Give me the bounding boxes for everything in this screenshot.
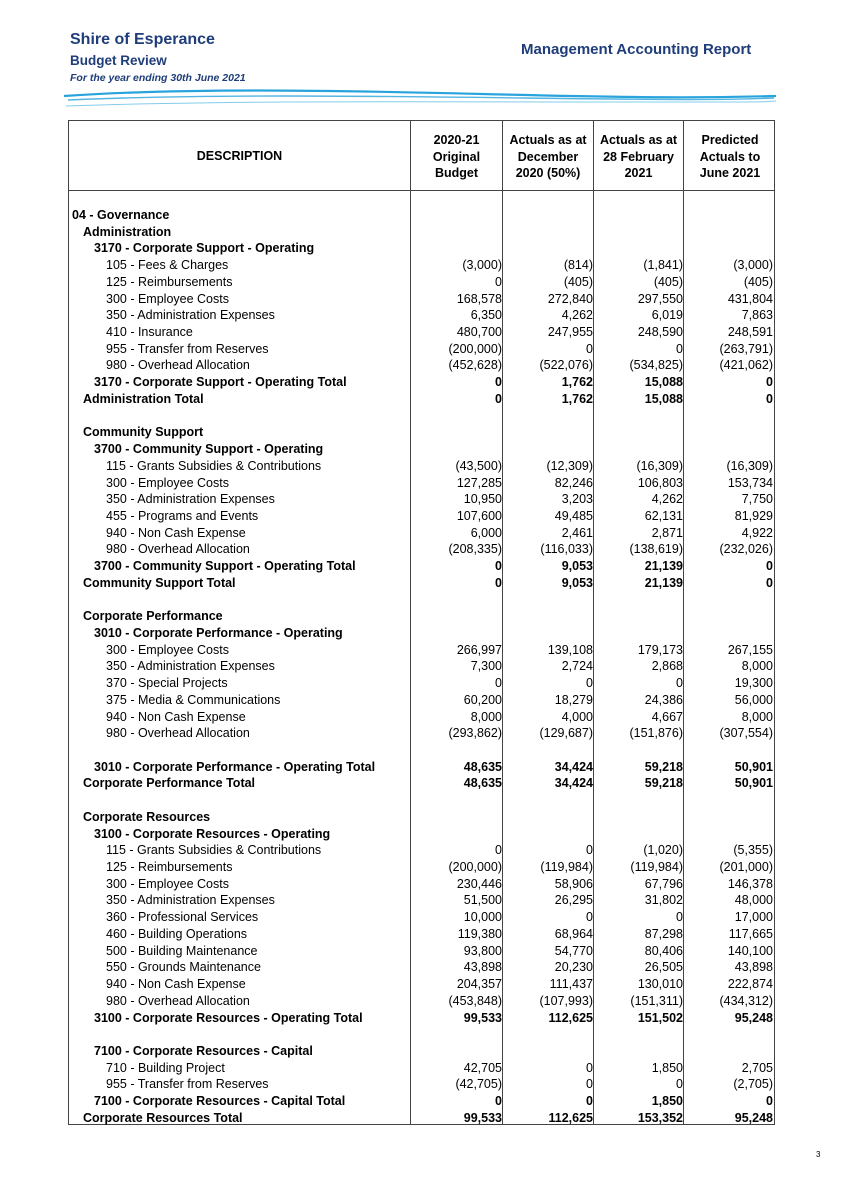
table-row <box>69 709 776 726</box>
predicted-actuals-cell: 50,901 <box>734 759 773 774</box>
table-row <box>69 658 776 675</box>
row-description: 940 - Non Cash Expense <box>106 977 246 992</box>
actuals-february-cell: 248,590 <box>637 325 683 340</box>
original-budget-cell: (452,628) <box>448 358 502 373</box>
actuals-february-cell: 80,406 <box>644 943 683 958</box>
table-row <box>69 324 776 341</box>
row-description: 955 - Transfer from Reserves <box>106 341 269 356</box>
actuals-december-cell: 49,485 <box>554 508 593 523</box>
header-line: 2020-21 <box>433 133 480 147</box>
original-budget-cell: 0 <box>495 559 502 574</box>
actuals-december-cell: 26,295 <box>554 893 593 908</box>
table-row-heading <box>69 608 776 625</box>
table-row-heading <box>69 826 776 843</box>
original-budget-cell: 0 <box>495 843 502 858</box>
table-row-heading <box>69 441 776 458</box>
actuals-december-cell: 139,108 <box>547 642 593 657</box>
original-budget-cell: (42,705) <box>455 1077 502 1092</box>
table-row <box>69 792 776 809</box>
predicted-actuals-cell: 8,000 <box>741 709 773 724</box>
original-budget-cell: 6,350 <box>470 308 502 323</box>
header-line: June 2021 <box>699 166 761 180</box>
table-row <box>69 1026 776 1043</box>
predicted-actuals-cell: 0 <box>766 375 773 390</box>
table-row-heading <box>69 1093 776 1110</box>
actuals-february-cell: 0 <box>676 910 683 925</box>
predicted-actuals-cell: 153,734 <box>727 475 773 490</box>
actuals-december-cell: 247,955 <box>547 325 593 340</box>
row-description: 980 - Overhead Allocation <box>106 358 250 373</box>
original-budget-cell: (453,848) <box>448 993 502 1008</box>
header-line: Actuals as at <box>599 133 678 147</box>
actuals-february-cell: 1,850 <box>651 1094 683 1109</box>
predicted-actuals-cell: 95,248 <box>734 1010 773 1025</box>
actuals-december-cell: (405) <box>563 274 593 289</box>
actuals-february-cell: (151,876) <box>629 726 683 741</box>
header-line: Actuals to <box>699 149 761 164</box>
actuals-february-cell: 2,868 <box>651 659 683 674</box>
original-budget-cell: 48,635 <box>463 759 502 774</box>
row-description: 3700 - Community Support - Operating Total <box>94 559 356 574</box>
table-row <box>69 993 776 1010</box>
original-budget-cell: 480,700 <box>456 325 502 340</box>
actuals-december-cell: 0 <box>586 910 593 925</box>
actuals-february-cell: (1,841) <box>643 258 683 273</box>
header-swoosh-graphic <box>62 86 778 112</box>
predicted-actuals-cell: 17,000 <box>734 910 773 925</box>
table-row <box>69 1060 776 1077</box>
row-description: Corporate Performance Total <box>83 776 256 791</box>
report-subtitle: Budget Review <box>70 53 167 68</box>
header-line: Predicted <box>701 133 759 147</box>
actuals-february-cell: 62,131 <box>644 508 683 523</box>
original-budget-cell: 168,578 <box>456 291 502 306</box>
original-budget-cell: 60,200 <box>463 692 502 707</box>
predicted-actuals-cell: (263,791) <box>719 341 773 356</box>
header-line: 28 February <box>603 149 674 164</box>
row-description: 3100 - Corporate Resources - Operating <box>94 826 331 841</box>
table-row-heading <box>69 240 776 257</box>
header-line: 2021 <box>624 166 653 180</box>
actuals-december-cell: 112,625 <box>548 1010 593 1025</box>
organisation-name: Shire of Esperance <box>70 31 215 48</box>
actuals-december-cell: (119,984) <box>540 860 593 875</box>
actuals-december-cell: 3,203 <box>561 492 593 507</box>
original-budget-cell: 10,000 <box>463 910 502 925</box>
actuals-december-cell: 4,000 <box>561 709 593 724</box>
actuals-december-cell: 54,770 <box>554 943 593 958</box>
header-line: Actuals as at <box>509 133 587 147</box>
actuals-february-cell: 130,010 <box>637 977 683 992</box>
actuals-february-cell: 21,139 <box>644 559 683 574</box>
predicted-actuals-cell: 248,591 <box>727 325 773 340</box>
row-description: 300 - Employee Costs <box>106 475 229 490</box>
actuals-february-cell: (119,984) <box>630 860 683 875</box>
predicted-actuals-cell: 56,000 <box>734 692 773 707</box>
budget-review-table <box>68 120 775 1125</box>
actuals-december-cell: (116,033) <box>540 542 593 557</box>
predicted-actuals-cell: 2,705 <box>741 1060 773 1075</box>
row-description: 350 - Administration Expenses <box>106 659 275 674</box>
actuals-december-cell: 1,762 <box>561 391 593 406</box>
actuals-february-cell: 4,667 <box>651 709 683 724</box>
table-row <box>69 408 776 425</box>
table-body <box>69 207 776 1127</box>
table-row <box>69 909 776 926</box>
actuals-december-cell: 9,053 <box>561 575 593 590</box>
row-description: Corporate Resources <box>83 809 211 824</box>
actuals-february-cell: (405) <box>653 274 683 289</box>
predicted-actuals-cell: 0 <box>766 575 773 590</box>
original-budget-cell: (3,000) <box>462 258 502 273</box>
table-row <box>69 508 776 525</box>
table-row <box>69 876 776 893</box>
actuals-december-cell: 68,964 <box>554 926 593 941</box>
predicted-actuals-cell: (3,000) <box>733 258 773 273</box>
row-description: Corporate Resources Total <box>83 1110 243 1125</box>
row-description: 500 - Building Maintenance <box>106 943 258 958</box>
actuals-december-cell: 272,840 <box>547 291 593 306</box>
row-description: 350 - Administration Expenses <box>106 893 275 908</box>
actuals-february-cell: 87,298 <box>644 926 683 941</box>
original-budget-cell: (200,000) <box>448 341 502 356</box>
actuals-december-cell: 9,053 <box>561 559 593 574</box>
row-description: 455 - Programs and Events <box>106 508 259 523</box>
original-budget-cell: 0 <box>495 375 502 390</box>
row-description: 940 - Non Cash Expense <box>106 709 246 724</box>
original-budget-cell: 0 <box>495 575 502 590</box>
predicted-actuals-cell: (434,312) <box>719 993 773 1008</box>
actuals-february-cell: 15,088 <box>644 391 683 406</box>
table-row <box>69 959 776 976</box>
actuals-february-cell: (151,311) <box>630 993 683 1008</box>
actuals-february-cell: (16,309) <box>636 458 683 473</box>
table-row <box>69 592 776 609</box>
table-row <box>69 257 776 274</box>
actuals-december-cell: 34,424 <box>554 759 593 774</box>
row-description: 3010 - Corporate Performance - Operating <box>94 625 343 640</box>
table-row <box>69 725 776 742</box>
actuals-december-cell: 111,437 <box>549 977 593 992</box>
row-description: 300 - Employee Costs <box>106 642 229 657</box>
row-description: 460 - Building Operations <box>106 926 248 941</box>
original-budget-cell: 0 <box>495 391 502 406</box>
actuals-december-cell: 112,625 <box>548 1110 593 1125</box>
row-description: 375 - Media & Communications <box>106 692 281 707</box>
table-row <box>69 976 776 993</box>
row-description: 980 - Overhead Allocation <box>106 542 250 557</box>
original-budget-cell: 107,600 <box>456 508 502 523</box>
actuals-february-cell: (1,020) <box>643 843 683 858</box>
original-budget-cell: (43,500) <box>455 458 502 473</box>
row-description: 125 - Reimbursements <box>106 274 233 289</box>
actuals-december-cell: 2,461 <box>561 525 593 540</box>
original-budget-cell: 42,705 <box>463 1060 502 1075</box>
page-number: 3 <box>816 1150 821 1159</box>
predicted-actuals-cell: 0 <box>766 1094 773 1109</box>
table-row <box>69 842 776 859</box>
actuals-february-column-header <box>594 132 683 182</box>
actuals-february-cell: 1,850 <box>651 1060 683 1075</box>
actuals-december-cell: (814) <box>563 258 593 273</box>
actuals-february-cell: 297,550 <box>637 291 683 306</box>
table-row <box>69 491 776 508</box>
row-description: Corporate Performance <box>83 609 223 624</box>
predicted-actuals-cell: 117,665 <box>728 926 773 941</box>
table-row <box>69 943 776 960</box>
original-budget-cell: 7,300 <box>470 659 502 674</box>
header-line: Budget <box>434 166 479 180</box>
predicted-actuals-cell: (307,554) <box>719 726 773 741</box>
actuals-february-cell: 6,019 <box>651 308 683 323</box>
actuals-february-cell: 0 <box>676 341 683 356</box>
actuals-december-cell: 0 <box>586 1077 593 1092</box>
predicted-actuals-cell: 267,155 <box>727 642 773 657</box>
original-budget-cell: 99,533 <box>463 1010 502 1025</box>
predicted-actuals-cell: 48,000 <box>734 893 773 908</box>
actuals-february-cell: (138,619) <box>629 542 683 557</box>
actuals-december-cell: 0 <box>586 1060 593 1075</box>
actuals-february-cell: 0 <box>676 1077 683 1092</box>
row-description: 3170 - Corporate Support - Operating <box>94 241 315 256</box>
row-description: 360 - Professional Services <box>106 910 259 925</box>
row-description: 04 - Governance <box>72 208 170 222</box>
predicted-actuals-cell: (5,355) <box>733 843 773 858</box>
predicted-actuals-cell: 0 <box>766 391 773 406</box>
table-row <box>69 892 776 909</box>
row-description: 410 - Insurance <box>106 325 193 340</box>
actuals-december-cell: (522,076) <box>539 358 593 373</box>
table-row-heading <box>69 575 776 592</box>
row-description: 550 - Grounds Maintenance <box>106 960 261 975</box>
actuals-february-cell: 4,262 <box>651 492 683 507</box>
row-description: Administration <box>83 224 172 239</box>
actuals-december-cell: 1,762 <box>561 375 593 390</box>
original-budget-cell: 0 <box>495 1094 502 1109</box>
table-row <box>69 475 776 492</box>
table-row-heading <box>69 625 776 642</box>
predicted-actuals-cell: 8,000 <box>741 659 773 674</box>
table-row-heading <box>69 391 776 408</box>
predicted-actuals-cell: 146,378 <box>727 876 773 891</box>
table-row-heading <box>69 224 776 241</box>
predicted-actuals-cell: 19,300 <box>734 676 773 691</box>
table-row-heading <box>69 207 776 224</box>
original-budget-cell: (293,862) <box>448 726 502 741</box>
header-line: Original <box>432 149 481 164</box>
row-description: Administration Total <box>83 391 204 406</box>
original-budget-cell: 127,285 <box>456 475 502 490</box>
actuals-february-cell: 179,173 <box>637 642 683 657</box>
original-budget-cell: 48,635 <box>463 776 502 791</box>
table-row <box>69 291 776 308</box>
table-row-heading <box>69 374 776 391</box>
actuals-february-cell: 21,139 <box>644 575 683 590</box>
actuals-february-cell: 67,796 <box>644 876 683 891</box>
table-row <box>69 341 776 358</box>
table-row <box>69 642 776 659</box>
original-budget-cell: 6,000 <box>470 525 502 540</box>
row-description: 3170 - Corporate Support - Operating Total <box>94 375 347 390</box>
table-row-heading <box>69 775 776 792</box>
actuals-december-cell: (12,309) <box>546 458 593 473</box>
predicted-actuals-cell: (2,705) <box>733 1077 773 1092</box>
original-budget-column-header <box>411 132 502 182</box>
predicted-actuals-cell: (16,309) <box>726 458 773 473</box>
row-description: 3010 - Corporate Performance - Operating Total <box>94 759 376 774</box>
predicted-actuals-cell: 7,863 <box>741 308 773 323</box>
actuals-february-cell: 59,218 <box>644 776 683 791</box>
report-title: Management Accounting Report <box>521 41 752 58</box>
predicted-actuals-column-header <box>684 132 776 182</box>
row-description: 350 - Administration Expenses <box>106 492 275 507</box>
description-column-header: DESCRIPTION <box>196 149 283 163</box>
table-row-heading <box>69 1043 776 1060</box>
predicted-actuals-cell: 0 <box>766 559 773 574</box>
predicted-actuals-cell: 4,922 <box>741 525 773 540</box>
row-description: 980 - Overhead Allocation <box>106 726 250 741</box>
predicted-actuals-cell: 7,750 <box>741 492 773 507</box>
row-description: 115 - Grants Subsidies & Contributions <box>106 843 322 858</box>
actuals-december-cell: 4,262 <box>561 308 593 323</box>
table-row <box>69 859 776 876</box>
actuals-december-cell: 82,246 <box>554 475 593 490</box>
actuals-february-cell: 31,802 <box>644 893 683 908</box>
actuals-december-cell: (129,687) <box>539 726 593 741</box>
original-budget-cell: 0 <box>495 676 502 691</box>
row-description: 3700 - Community Support - Operating <box>94 442 324 457</box>
table-row <box>69 357 776 374</box>
predicted-actuals-cell: (405) <box>743 274 773 289</box>
actuals-december-cell: 0 <box>586 1094 593 1109</box>
row-description: 710 - Building Project <box>106 1060 225 1075</box>
predicted-actuals-cell: 95,248 <box>734 1110 773 1125</box>
table-row <box>69 692 776 709</box>
table-row-heading <box>69 759 776 776</box>
actuals-december-column-header <box>503 132 593 182</box>
actuals-december-cell: 2,724 <box>561 659 593 674</box>
original-budget-cell: 43,898 <box>463 960 502 975</box>
predicted-actuals-cell: 431,804 <box>727 291 773 306</box>
predicted-actuals-cell: 222,874 <box>727 977 773 992</box>
predicted-actuals-cell: 43,898 <box>734 960 773 975</box>
table-row <box>69 742 776 759</box>
original-budget-cell: 10,950 <box>463 492 502 507</box>
row-description: 7100 - Corporate Resources - Capital <box>94 1043 313 1058</box>
actuals-february-cell: 151,502 <box>637 1010 683 1025</box>
actuals-february-cell: 24,386 <box>644 692 683 707</box>
row-description: 125 - Reimbursements <box>106 860 233 875</box>
original-budget-cell: 93,800 <box>463 943 502 958</box>
table-row <box>69 541 776 558</box>
row-description: Community Support Total <box>83 575 236 590</box>
table-row <box>69 307 776 324</box>
row-description: 105 - Fees & Charges <box>106 258 229 273</box>
table-row-heading <box>69 424 776 441</box>
row-description: 940 - Non Cash Expense <box>106 525 246 540</box>
original-budget-cell: 266,997 <box>456 642 502 657</box>
original-budget-cell: 51,500 <box>463 893 502 908</box>
header-divider <box>69 190 774 191</box>
row-description: 300 - Employee Costs <box>106 291 229 306</box>
original-budget-cell: 0 <box>495 274 502 289</box>
actuals-february-cell: 2,871 <box>651 525 683 540</box>
table-row <box>69 675 776 692</box>
predicted-actuals-cell: (232,026) <box>719 542 773 557</box>
predicted-actuals-cell: (421,062) <box>719 358 773 373</box>
actuals-december-cell: 0 <box>586 676 593 691</box>
table-row-heading <box>69 1110 776 1127</box>
row-description: 7100 - Corporate Resources - Capital Total <box>94 1094 346 1109</box>
row-description: 370 - Special Projects <box>106 676 228 691</box>
original-budget-cell: (208,335) <box>448 542 502 557</box>
row-description: 3100 - Corporate Resources - Operating Total <box>94 1010 363 1025</box>
original-budget-cell: 119,380 <box>457 926 502 941</box>
original-budget-cell: 8,000 <box>470 709 502 724</box>
predicted-actuals-cell: 50,901 <box>734 776 773 791</box>
table-row <box>69 274 776 291</box>
actuals-february-cell: 15,088 <box>644 375 683 390</box>
predicted-actuals-cell: (201,000) <box>719 860 773 875</box>
header-line: December <box>517 149 579 164</box>
original-budget-cell: 99,533 <box>463 1110 502 1125</box>
row-description: 300 - Employee Costs <box>106 876 229 891</box>
table-row <box>69 926 776 943</box>
actuals-february-cell: 26,505 <box>644 960 683 975</box>
table-row-heading <box>69 809 776 826</box>
report-period: For the year ending 30th June 2021 <box>70 72 246 84</box>
actuals-december-cell: (107,993) <box>539 993 593 1008</box>
table-row-heading <box>69 1010 776 1027</box>
table-row <box>69 458 776 475</box>
actuals-december-cell: 20,230 <box>554 960 593 975</box>
predicted-actuals-cell: 140,100 <box>727 943 773 958</box>
actuals-february-cell: 153,352 <box>637 1110 683 1125</box>
row-description: Community Support <box>83 425 204 440</box>
actuals-december-cell: 0 <box>586 341 593 356</box>
actuals-december-cell: 58,906 <box>554 876 593 891</box>
original-budget-cell: 204,357 <box>456 977 502 992</box>
actuals-february-cell: 0 <box>676 676 683 691</box>
table-row <box>69 525 776 542</box>
actuals-december-cell: 34,424 <box>554 776 593 791</box>
actuals-february-cell: 106,803 <box>637 475 683 490</box>
predicted-actuals-cell: 81,929 <box>734 508 773 523</box>
row-description: 115 - Grants Subsidies & Contributions <box>106 458 322 473</box>
row-description: 980 - Overhead Allocation <box>106 993 250 1008</box>
actuals-december-cell: 18,279 <box>554 692 593 707</box>
table-row <box>69 1076 776 1093</box>
row-description: 955 - Transfer from Reserves <box>106 1077 269 1092</box>
header-line: 2020 (50%) <box>515 166 581 180</box>
table-row-heading <box>69 558 776 575</box>
actuals-december-cell: 0 <box>586 843 593 858</box>
actuals-february-cell: 59,218 <box>644 759 683 774</box>
actuals-february-cell: (534,825) <box>629 358 683 373</box>
row-description: 350 - Administration Expenses <box>106 308 275 323</box>
original-budget-cell: (200,000) <box>448 860 502 875</box>
original-budget-cell: 230,446 <box>456 876 502 891</box>
